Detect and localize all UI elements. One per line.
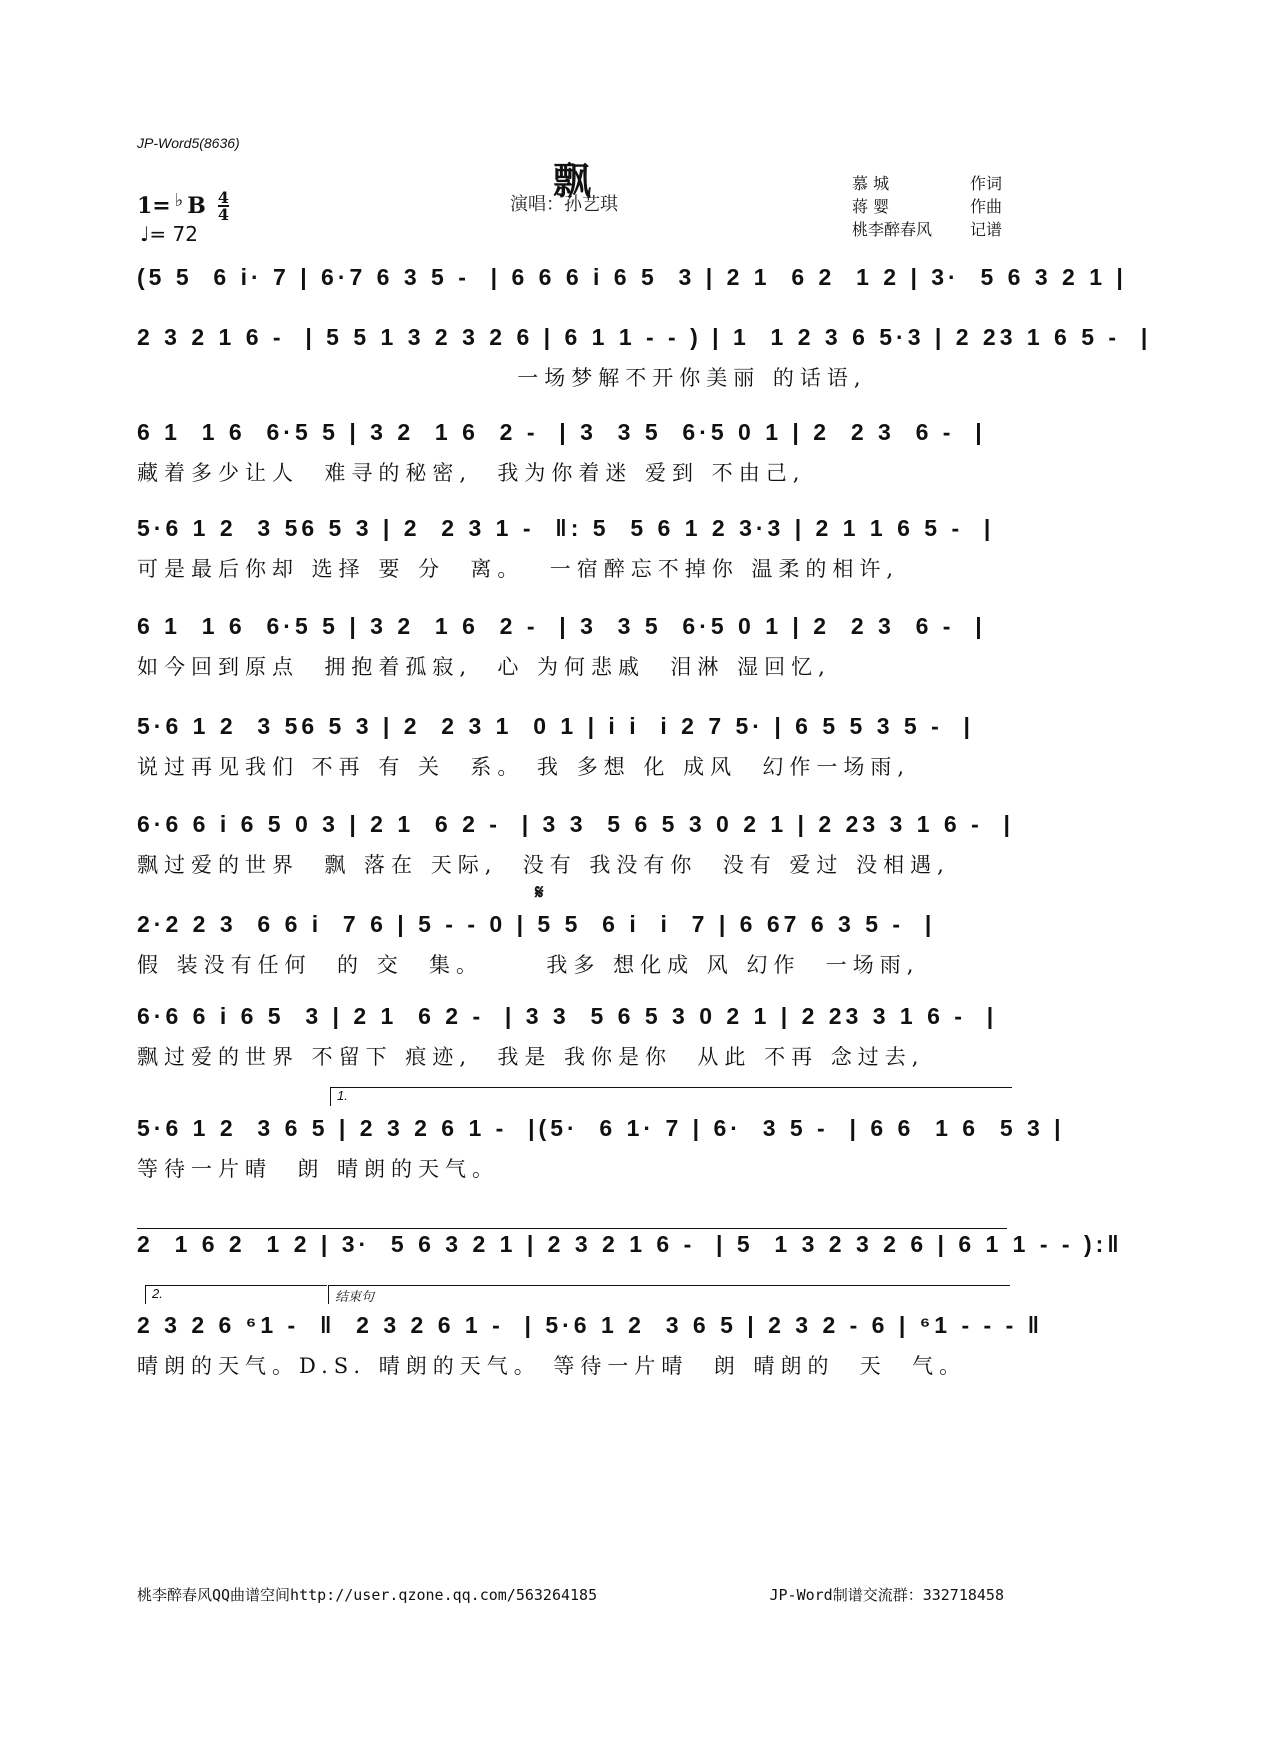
score-row-9 [137, 1001, 1007, 1071]
lyrics-line: 如今回到原点 拥抱着孤寂, 心 为何悲戚 泪淋 湿回忆, [137, 655, 831, 679]
song-title: 飘 [552, 158, 591, 203]
footer-group: JP-Word制谱交流群：332718458 [769, 1586, 1004, 1604]
key-note: B [187, 193, 206, 219]
lyrics-line: 飘过爱的世界 不留下 痕迹, 我是 我你是你 从此 不再 念过去, [137, 1045, 925, 1069]
flat-icon: ♭ [174, 189, 184, 211]
lyrics-line: 飘过爱的世界 飘 落在 天际, 没有 我没有你 没有 爱过 没相遇, [137, 853, 950, 877]
score-row-7 [137, 809, 1014, 879]
time-signature-bottom: 4 [217, 205, 229, 224]
notation-line: 6 1 1 6 6·5 5 | 3 2 1 6 2 - | 3 3 5 6·5 0 1 | 2 2 3 6 - | [137, 613, 986, 639]
notation-line: 5·6 1 2 3 56 5 3 | 2 2 3 1 0 1 | i i i 2 7 5· | 6 5 5 3 5 - | [137, 713, 974, 739]
credit-name: 桃李醉春风 [852, 220, 933, 239]
footer-source: 桃李醉春风QQ曲谱空间http://user.qzone.qq.com/563264185 [137, 1586, 598, 1604]
segno-icon: 𝄋 [535, 880, 544, 904]
lyrics-line: 一场梦解不开你美丽 的话语, [137, 366, 867, 390]
score-row-6 [137, 711, 1007, 781]
volta-bracket-2 [145, 1285, 327, 1304]
ending-bracket [328, 1285, 1010, 1304]
lyrics-line: 藏着多少让人 难寻的秘密, 我为你着迷 爱到 不由己, [137, 461, 806, 485]
notation-line: 2 3 2 6 ⁶1 - ‖ 2 3 2 6 1 - | 5·6 1 2 3 6 5 | 2 3 2 - 6 | ⁶1 - - - ‖ [137, 1312, 1044, 1338]
score-row-12 [137, 1310, 1044, 1380]
credit-role: 作曲 [969, 197, 1002, 216]
score-row-1 [137, 262, 1127, 302]
key-prefix: 1= [137, 193, 171, 219]
score-row-3 [137, 417, 1007, 487]
score-row-5 [137, 611, 1007, 681]
singer-credit: 演唱：孙艺琪 [510, 194, 618, 215]
volta-label: 2. [152, 1286, 163, 1301]
credit-role: 记谱 [969, 220, 1002, 239]
notation-line: 6·6 6 i 6 5 0 3 | 2 1 6 2 - | 3 3 5 6 5 3 0 2 1 | 2 23 3 1 6 - | [137, 811, 1014, 837]
lyrics-line: 晴朗的天气。D.S. 晴朗的天气。 等待一片晴 朗 晴朗的 天 气。 [137, 1354, 967, 1378]
lyrics-line: 假 装没有任何 的 交 集。 我多 想化成 风 幻作 一场雨, [137, 953, 920, 977]
time-signature-top: 4 [217, 188, 229, 207]
score-row-2 [137, 322, 1152, 392]
notation-line: 6·6 6 i 6 5 3 | 2 1 6 2 - | 3 3 5 6 5 3 0 2 1 | 2 23 3 1 6 - | [137, 1003, 998, 1029]
time-signature [218, 190, 229, 222]
credit-lyricist [852, 172, 1002, 195]
notation-line: 2·2 2 3 6 6 i 7 6 | 5 - - 0 | 5 5 6 i i 7 | 6 67 6 3 5 - | [137, 911, 936, 937]
volta-bracket-1 [330, 1087, 1012, 1106]
credits [852, 172, 1002, 241]
lyrics-line: 说过再见我们 不再 有 关 系。 我 多想 化 成风 幻作一场雨, [137, 755, 911, 779]
notation-line: 2 1 6 2 1 2 | 3· 5 6 3 2 1 | 2 3 2 1 6 - | 5 1 3 2 3 2 6 | 6 1 1 - - ):‖ [137, 1231, 1123, 1257]
credit-name: 慕 城 [852, 174, 890, 193]
tempo-marking: ♩= 72 [140, 222, 198, 246]
ending-label: 结束句 [335, 1289, 375, 1304]
lyrics-line: 等待一片晴 朗 晴朗的天气。 [137, 1157, 500, 1181]
lyrics-line: 可是最后你却 选择 要 分 离。 一宿醉忘不掉你 温柔的相许, [137, 557, 900, 581]
score-row-11 [137, 1228, 1123, 1259]
credit-role: 作词 [969, 174, 1002, 193]
credit-composer [852, 195, 1002, 218]
notation-line: 6 1 1 6 6·5 5 | 3 2 1 6 2 - | 3 3 5 6·5 0 1 | 2 2 3 6 - | [137, 419, 986, 445]
volta-label: 1. [337, 1088, 348, 1103]
score-row-4 [137, 513, 1007, 583]
software-tag: JP-Word5(8636) [137, 135, 240, 151]
notation-line: (5 5 6 i· 7 | 6·7 6 3 5 - | 6 6 6 i 6 5 3 | 2 1 6 2 1 2 | 3· 5 6 3 2 1 | [137, 264, 1127, 290]
notation-line: 5·6 1 2 3 6 5 | 2 3 2 6 1 - |(5· 6 1· 7 | 6· 3 5 - | 6 6 1 6 5 3 | [137, 1115, 1065, 1141]
score-row-8 [137, 909, 1007, 979]
credit-transcriber [852, 218, 1002, 241]
notation-line: 5·6 1 2 3 56 5 3 | 2 2 3 1 - ‖: 5 5 6 1 2 3·3 | 2 1 1 6 5 - | [137, 515, 995, 541]
credit-name: 蒋 婴 [852, 197, 890, 216]
score-row-10 [137, 1113, 1065, 1183]
notation-line: 2 3 2 1 6 - | 5 5 1 3 2 3 2 6 | 6 1 1 - - ) | 1 1 2 3 6 5·3 | 2 23 1 6 5 - | [137, 324, 1152, 350]
key-signature [137, 190, 229, 222]
